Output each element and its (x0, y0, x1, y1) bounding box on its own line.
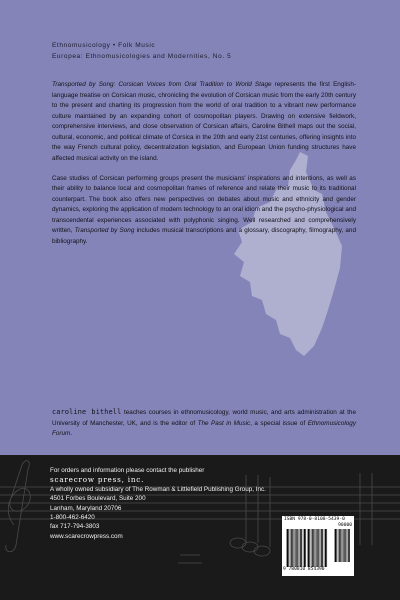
publisher-website: www.scarecrowpress.com (50, 532, 123, 540)
publisher-contact (50, 466, 266, 541)
journal-title: Ethnomusicology Forum (52, 419, 357, 437)
publisher-address-line: 4501 Forbes Boulevard, Suite 200 (50, 495, 146, 503)
publisher-address-line: Lanham, Maryland 20706 (50, 504, 122, 512)
author-name: caroline bithell (52, 408, 122, 416)
isbn-barcode (282, 516, 354, 576)
book-title-italic: Transported by Song: Corsican Voices from Oral Tradition to World Stage (52, 81, 272, 88)
isbn-label: ISBN 978-0-8108-5439-0 (284, 517, 345, 522)
barcode-addon-bars (334, 529, 351, 562)
book-title-italic: Transported by Song (74, 227, 135, 234)
publisher-fax: fax 717-794-3803 (50, 523, 100, 531)
barcode-bars (286, 529, 329, 567)
description-text: includes musical transcriptions and a glossary, discography, filmography, and bibliography. (52, 227, 356, 245)
contact-intro: For orders and information please contact the publisher (50, 467, 205, 474)
category-line: Ethnomusicology • Folk Music (52, 42, 156, 49)
price-code: 90000 (338, 523, 352, 528)
book-description (52, 80, 356, 257)
series-categories (52, 40, 231, 62)
series-line: Europea: Ethnomusicologies and Modernities, No. 5 (52, 53, 232, 60)
description-text: represents the first English-language treatise on Corsican music, chronicling the evolution of Corsican music from the early 20th century to the present and charting its progression from the world of oral tradition to a vibrant new performance culture maintained by an expanding cohort of cosmopolitan players. Drawing on extensive fieldwork, comprehensive interviews, and close observation of Corsican affairs, Caroline Bithell maps out the social, cultural, economic, and political climate of Corsica in the 20th and early 21st centuries, offering insights into the way French cultural policy, decentralization legislation, and European Union funding structures have affected musical activity on the island. (52, 81, 356, 162)
description-paragraph-1 (52, 80, 356, 164)
author-bio-text: teaches courses in ethnomusicology, world music, and arts administration at the University of Manchester, UK, and is the editor of (52, 409, 356, 427)
author-book-title: The Past in Music (197, 419, 251, 427)
author-bio-text: . (70, 430, 73, 437)
author-bio (52, 407, 356, 440)
description-paragraph-2 (52, 174, 356, 248)
publisher-phone: 1-800-462-6420 (50, 514, 95, 522)
author-bio-text: , a special issue of (250, 419, 308, 427)
publisher-name: scarecrow press, inc. (50, 475, 145, 485)
barcode-digits: 9 780810 854390 (283, 567, 325, 572)
publisher-subsidiary: A wholly owned subsidiary of The Rowman & Littlefield Publishing Group, Inc. (50, 485, 266, 493)
description-text: Case studies of Corsican performing groups present the musicians' inspirations and intentions, as well as their ability to balance local and cosmopolitan frames of reference and relate their music to its traditional counterpart. The book also offers new perspectives on debates about music and ethnicity and gender dynamics, exploring the application of modern technology to an oral idiom and the psycho-physiological and transcendental experiences associated with polyphonic singing. Well researched and comprehensively written, (52, 174, 356, 234)
